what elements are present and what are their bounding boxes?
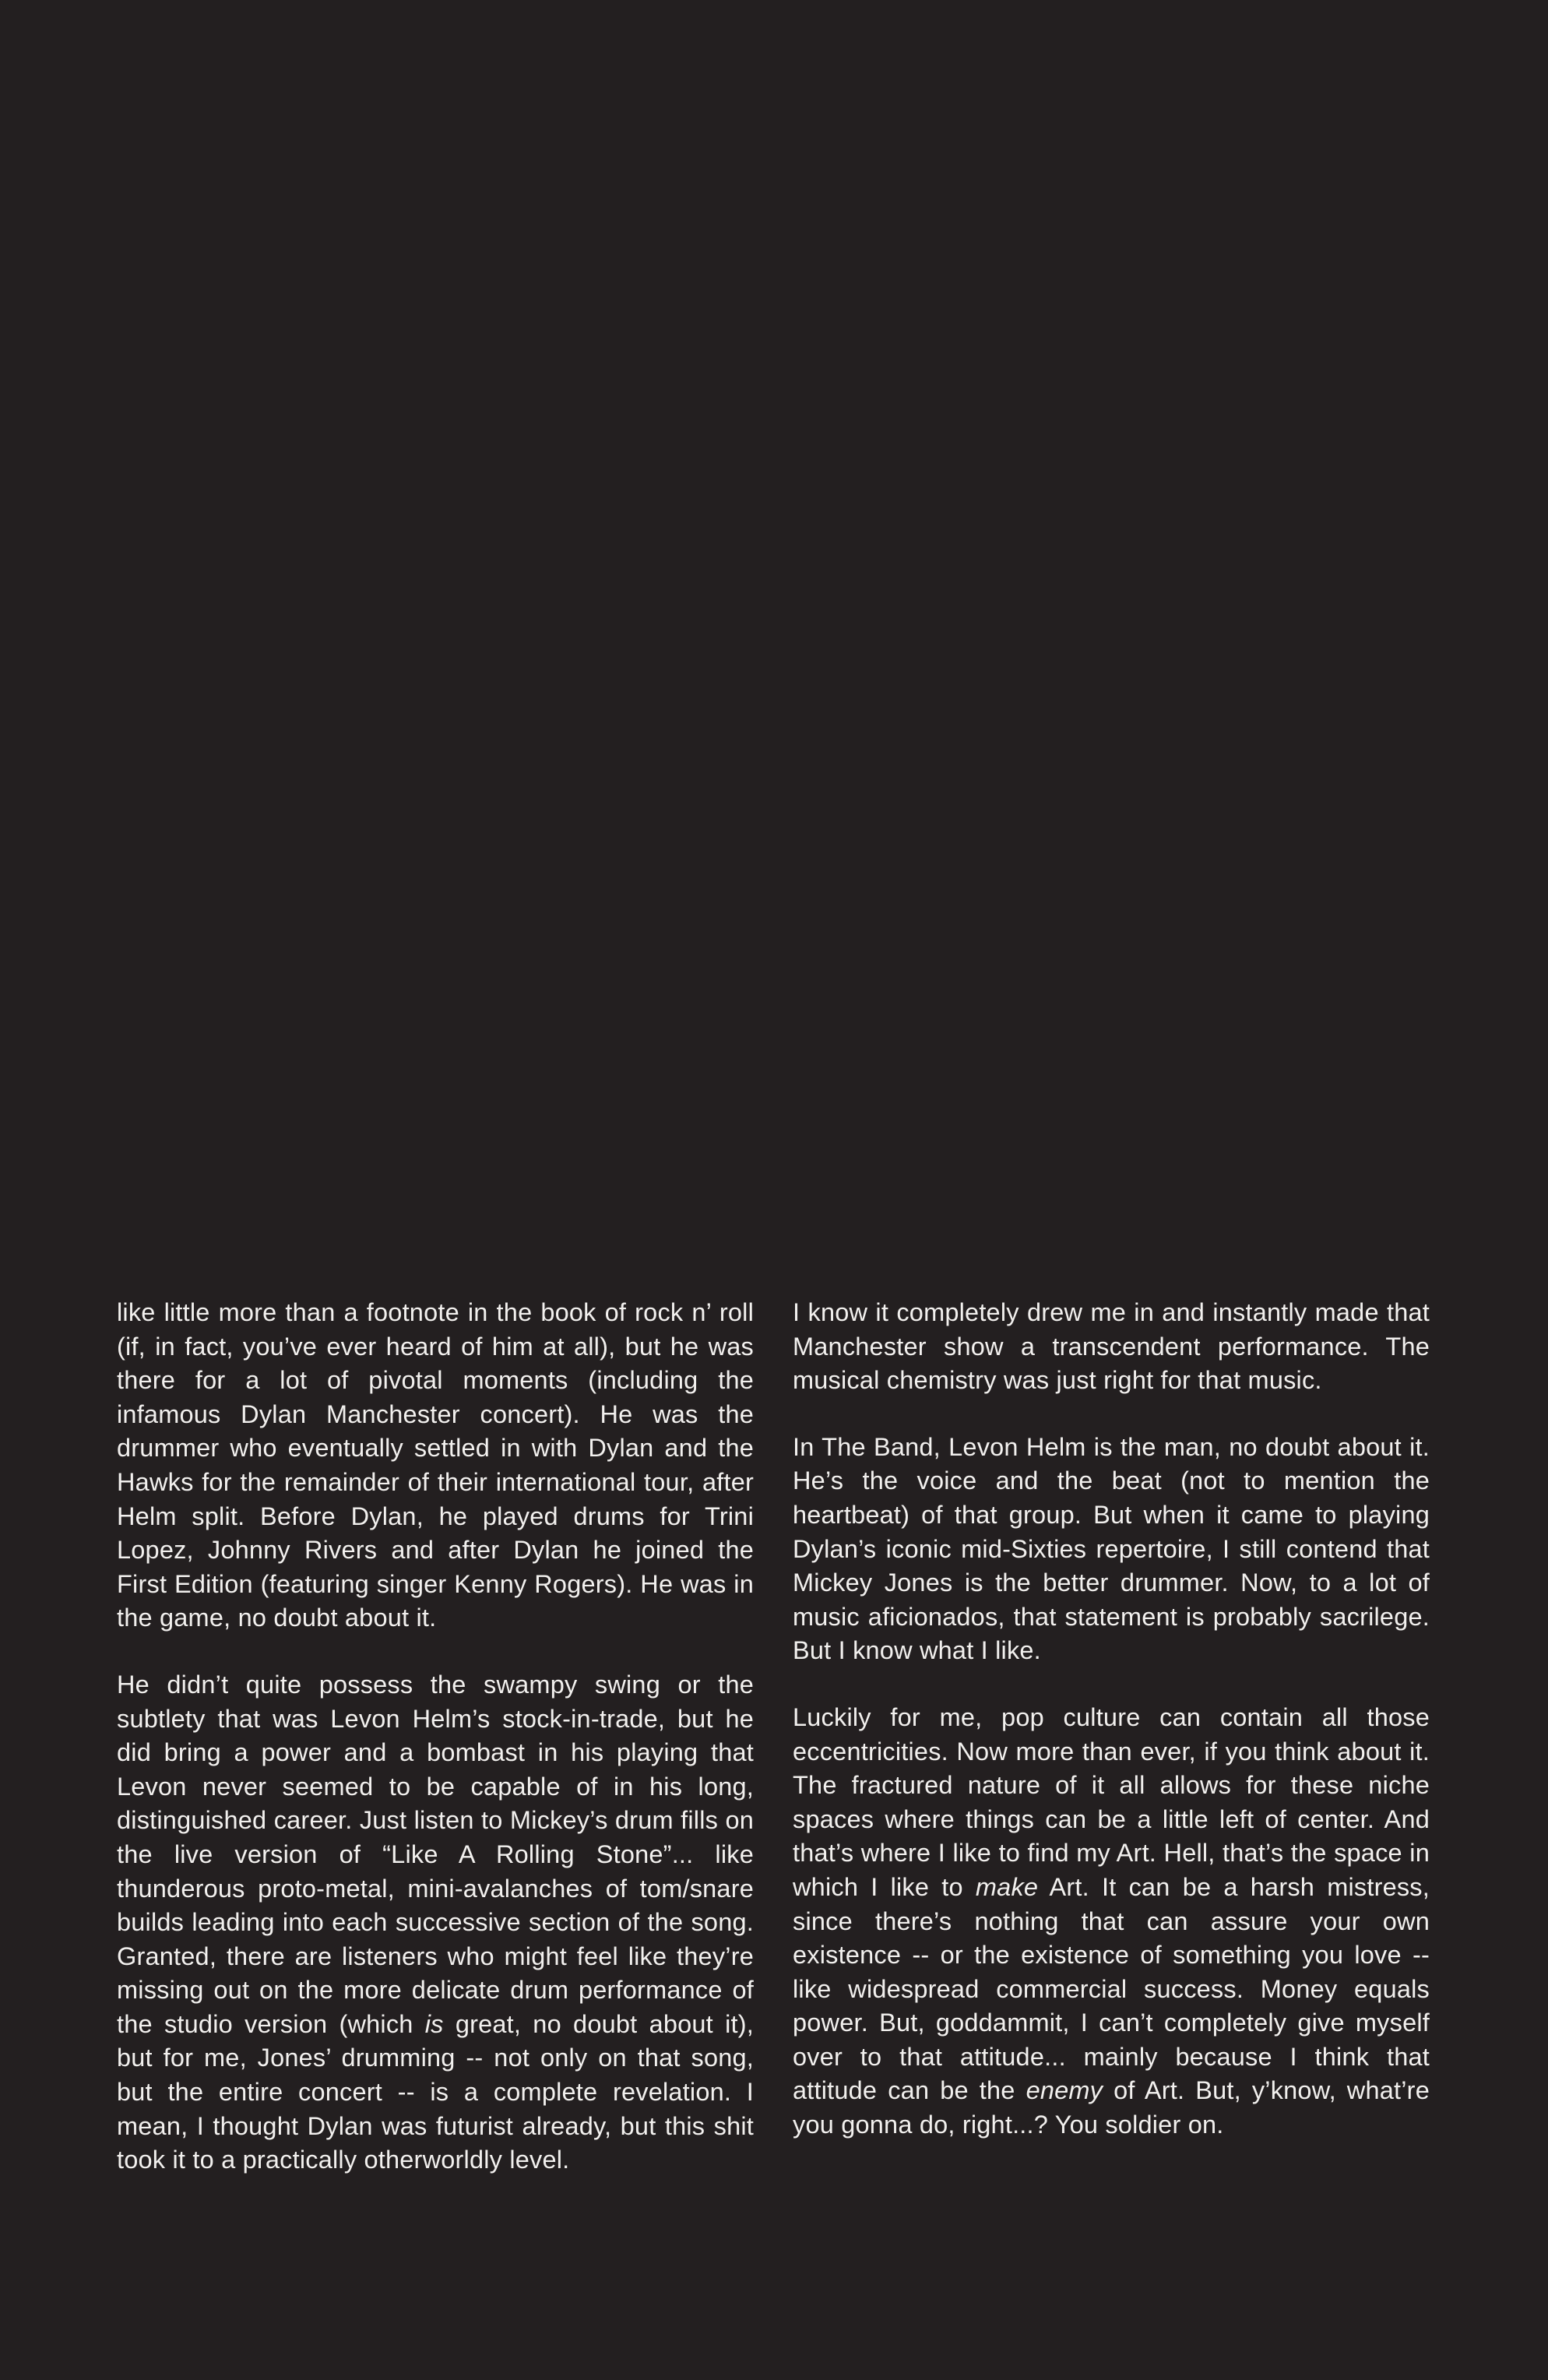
left-paragraph-2 (117, 1668, 754, 2178)
right-paragraph-3-emphasis-enemy: enemy (1026, 2076, 1103, 2105)
left-paragraph-2-part-b: great, no doubt about it), but for me, Jones’ drumming -- not only on that song, but the entire concert -- is a complete revelation. I mean, I thought Dylan was futurist already, but this shit took it to a practically otherworldly level. (117, 2009, 754, 2174)
right-paragraph-2: In The Band, Levon Helm is the man, no doubt about it. He’s the voice and the beat (not to mention the heartbeat) of that group. But when it came to playing Dylan’s iconic mid-Sixties repertoire, I still contend that Mickey Jones is the better drummer. Now, to a lot of music aficionados, that statement is probably sacrilege. But I know what I like. (793, 1432, 1430, 1665)
left-text-column (117, 1296, 754, 2210)
right-paragraph-3-part-c: of Art. But, y’know, what’re you gonna do, right...? You soldier on. (793, 2076, 1430, 2139)
right-paragraph-1: I know it completely drew me in and instantly made that Manchester show a transcendent performance. The musical chemistry was just right for that music. (793, 1298, 1430, 1395)
right-paragraph-3-part-b: Art. It can be a harsh mistress, since there’s nothing that can assure your own existence -- or the existence of something you love -- like widespread commercial success. Money equals power. But, goddammit, I can’t completely give myself over to that attitude... mainly because I think that attitude can be the (793, 1872, 1430, 2105)
right-paragraph-3 (793, 1701, 1430, 2142)
left-paragraph-2-emphasis: is (424, 2009, 444, 2038)
left-paragraph-2-part-a: He didn’t quite possess the swampy swing or the subtlety that was Levon Helm’s stock-in-trade, but he did bring a power and a bombast in his playing that Levon never seemed to be capable of in his long, distinguished career. Just listen to Mickey’s drum fills on the live version of “Like A Rolling Stone”... like thunderous proto-metal, mini-avalanches of tom/snare builds leading into each successive section of the song. Granted, there are listeners who might feel like they’re missing out on the more delicate drum performance of the studio version (which (117, 1670, 754, 2038)
left-paragraph-1: like little more than a footnote in the book of rock n’ roll (if, in fact, you’ve ever heard of him at all), but he was there for a lot of pivotal moments (including the infamous Dylan Manchester concert). He was the drummer who eventually settled in with Dylan and the Hawks for the remainder of their international tour, after Helm split. Before Dylan, he played drums for Trini Lopez, Johnny Rivers and after Dylan he joined the First Edition (featuring singer Kenny Rogers). He was in the game, no doubt about it. (117, 1298, 754, 1632)
right-text-column (793, 1296, 1430, 2175)
right-paragraph-3-emphasis-make: make (975, 1872, 1039, 1901)
right-paragraph-3-part-a: Luckily for me, pop culture can contain all those eccentricities. Now more than ever, if you think about it. The fractured nature of it all allows for these niche spaces where things can be a little left of center. And that’s where I like to find my Art. Hell, that’s the space in which I like to (793, 1702, 1430, 1901)
